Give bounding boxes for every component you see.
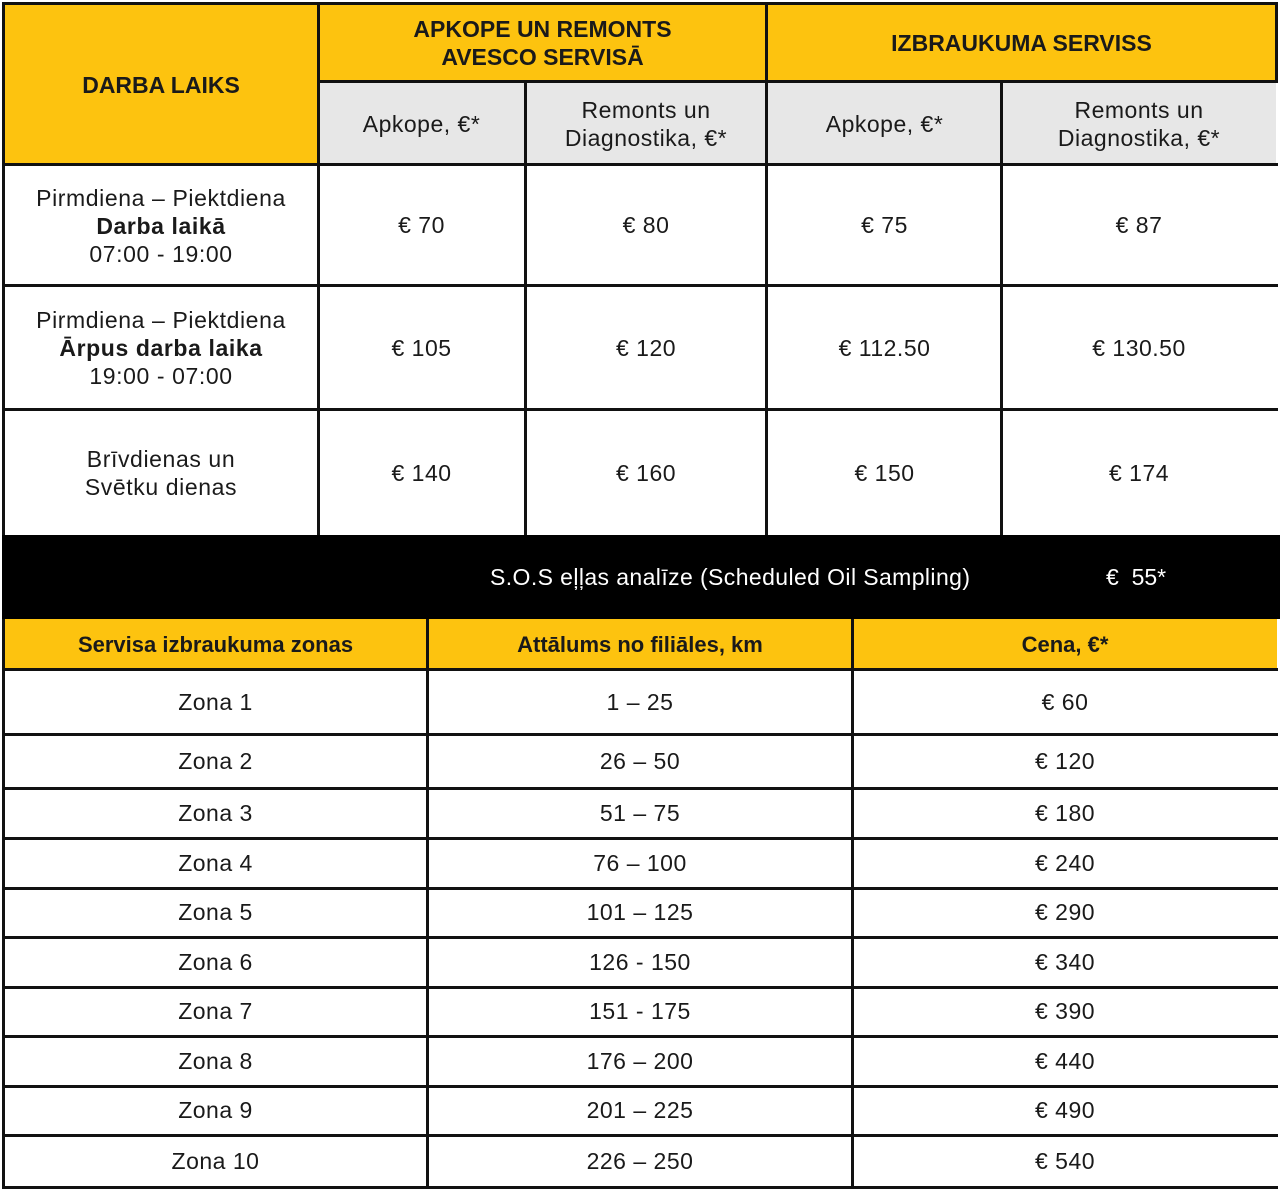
zone-distance-cell xyxy=(427,1136,853,1186)
grid-line xyxy=(2,2,1278,5)
field-service-header-text: IZBRAUKUMA SERVISS xyxy=(891,30,1152,56)
zone-price-cell xyxy=(853,671,1277,733)
zone-cell-text: 151 - 175 xyxy=(589,998,691,1024)
grid-line xyxy=(318,80,1278,83)
subheader-field-maintenance xyxy=(767,82,1002,165)
subheader-workshop-repair xyxy=(525,82,767,165)
zones-header-text: Attālums no filiāles, km xyxy=(517,631,763,657)
zone-price-cell xyxy=(853,1037,1277,1085)
row-label-holidays xyxy=(4,411,318,535)
row-label-line: Pirmdiena – Piektdiena xyxy=(36,184,286,211)
zone-cell-text: € 340 xyxy=(1034,948,1096,975)
row-label-line: 07:00 - 19:00 xyxy=(89,240,233,267)
price-value: € 112.50 xyxy=(838,334,931,361)
grid-line xyxy=(2,163,1278,166)
grid-line xyxy=(2,284,1278,287)
zone-cell-text: Zona 9 xyxy=(178,1097,253,1123)
zone-name-cell xyxy=(4,735,427,787)
zone-cell-text: Zona 5 xyxy=(178,899,253,925)
subheader-line: Remonts un xyxy=(1074,96,1204,123)
grid-line xyxy=(851,619,854,1188)
zone-price-cell xyxy=(853,839,1277,887)
price-cell xyxy=(1002,166,1276,285)
grid-line xyxy=(426,619,429,1188)
price-value: € 105 xyxy=(391,334,452,361)
price-value: € 80 xyxy=(622,212,670,238)
subheader-field-repair xyxy=(1002,82,1276,165)
zone-distance-cell xyxy=(427,1037,853,1085)
zones-header-distance xyxy=(427,619,853,670)
zone-price-cell xyxy=(853,988,1277,1035)
zone-price-cell xyxy=(853,889,1277,936)
zone-name-cell xyxy=(4,889,427,936)
zone-cell-text: 126 - 150 xyxy=(589,948,691,975)
row-label-line: Brīvdienas un xyxy=(86,446,236,472)
sos-price: € 55* xyxy=(1106,564,1167,590)
zone-name-cell xyxy=(4,839,427,887)
zone-cell-text: 101 – 125 xyxy=(586,899,694,925)
zone-cell-text: 26 – 50 xyxy=(599,747,681,774)
price-value: € 70 xyxy=(398,212,445,238)
subheader-line: Remonts un xyxy=(581,96,711,123)
price-value: € 75 xyxy=(861,212,908,238)
zone-cell-text: 201 – 225 xyxy=(586,1097,694,1123)
price-cell xyxy=(1002,287,1276,409)
zone-distance-cell xyxy=(427,988,853,1035)
price-value: € 174 xyxy=(1108,459,1170,486)
grid-line xyxy=(524,82,527,536)
zones-header-price xyxy=(853,619,1277,670)
zone-distance-cell xyxy=(427,889,853,936)
sos-label: S.O.S eļļas analīze (Scheduled Oil Sampling) xyxy=(490,564,971,590)
field-service-header xyxy=(767,4,1276,82)
price-cell xyxy=(318,166,525,285)
zone-cell-text: Zona 4 xyxy=(178,849,253,876)
zone-cell-text: 176 – 200 xyxy=(586,1047,694,1074)
zone-cell-text: Zona 8 xyxy=(178,1047,253,1074)
row-label-weekday-after-hours xyxy=(4,287,318,409)
grid-line xyxy=(1275,2,1278,82)
zone-cell-text: € 240 xyxy=(1034,849,1096,876)
darba-laiks-header xyxy=(4,4,318,165)
zone-cell-text: 51 – 75 xyxy=(599,799,681,826)
grid-line xyxy=(2,619,5,1188)
grid-line xyxy=(1000,82,1003,536)
zone-price-cell xyxy=(853,938,1277,986)
workshop-service-header xyxy=(318,4,767,82)
subheader-workshop-maintenance xyxy=(318,82,525,165)
sos-bar xyxy=(2,535,1280,619)
zone-price-cell xyxy=(853,735,1277,787)
row-label-bold: Ārpus darba laika xyxy=(59,335,263,361)
zone-cell-text: € 490 xyxy=(1034,1097,1096,1123)
subheader-line: Apkope, €* xyxy=(362,110,481,137)
zone-cell-text: 226 – 250 xyxy=(586,1147,694,1174)
zone-cell-text: Zona 7 xyxy=(178,998,253,1024)
zones-header-text: Cena, €* xyxy=(1021,631,1109,657)
price-cell xyxy=(767,287,1002,409)
price-cell xyxy=(525,287,767,409)
price-value: € 140 xyxy=(391,459,452,486)
price-cell xyxy=(767,411,1002,535)
price-value: € 130.50 xyxy=(1092,334,1186,361)
row-label-line: Svētku dienas xyxy=(84,474,238,500)
price-cell xyxy=(318,287,525,409)
zone-cell-text: € 180 xyxy=(1034,799,1096,826)
zone-name-cell xyxy=(4,789,427,837)
zone-price-cell xyxy=(853,1136,1277,1186)
price-cell xyxy=(767,166,1002,285)
zone-cell-text: Zona 3 xyxy=(178,799,253,826)
zone-name-cell xyxy=(4,1037,427,1085)
zone-name-cell xyxy=(4,1087,427,1134)
darba-laiks-header-text: DARBA LAIKS xyxy=(82,71,240,98)
workshop-service-header-line2: AVESCO SERVISĀ xyxy=(441,44,644,70)
zone-price-cell xyxy=(853,789,1277,837)
price-cell xyxy=(525,411,767,535)
zone-cell-text: € 120 xyxy=(1034,747,1096,774)
row-label-bold: Darba laikā xyxy=(96,212,226,239)
zone-price-cell xyxy=(853,1087,1277,1134)
zone-name-cell xyxy=(4,1136,427,1186)
zone-distance-cell xyxy=(427,839,853,887)
price-value: € 150 xyxy=(854,459,915,486)
zone-cell-text: € 60 xyxy=(1041,688,1089,715)
zone-distance-cell xyxy=(427,789,853,837)
zone-cell-text: € 540 xyxy=(1034,1147,1096,1174)
zones-header-text: Servisa izbraukuma zonas xyxy=(77,631,354,657)
zone-name-cell xyxy=(4,671,427,733)
zone-cell-text: 1 – 25 xyxy=(606,688,674,715)
zone-cell-text: 76 – 100 xyxy=(593,849,687,876)
price-value: € 87 xyxy=(1115,212,1163,238)
zone-cell-text: € 290 xyxy=(1034,899,1096,925)
price-cell xyxy=(1002,411,1276,535)
zone-cell-text: Zona 10 xyxy=(171,1147,260,1174)
zone-distance-cell xyxy=(427,1087,853,1134)
price-cell xyxy=(525,166,767,285)
zone-name-cell xyxy=(4,988,427,1035)
zone-distance-cell xyxy=(427,938,853,986)
zone-cell-text: Zona 6 xyxy=(178,948,253,975)
zone-cell-text: Zona 2 xyxy=(178,747,253,774)
grid-line xyxy=(2,2,5,536)
price-value: € 120 xyxy=(615,334,677,361)
zone-distance-cell xyxy=(427,671,853,733)
row-label-line: Pirmdiena – Piektdiena xyxy=(36,307,286,333)
grid-line xyxy=(2,408,1278,411)
zone-cell-text: € 440 xyxy=(1034,1047,1096,1074)
subheader-line: Diagnostika, €* xyxy=(564,124,728,151)
zone-distance-cell xyxy=(427,735,853,787)
zone-name-cell xyxy=(4,938,427,986)
row-label-weekday-working-hours xyxy=(4,166,318,285)
workshop-service-header-line1: APKOPE UN REMONTS xyxy=(413,16,672,42)
zone-cell-text: € 390 xyxy=(1034,998,1096,1024)
price-value: € 160 xyxy=(615,459,677,486)
row-label-line: 19:00 - 07:00 xyxy=(89,363,233,389)
subheader-line: Diagnostika, €* xyxy=(1057,124,1221,151)
subheader-line: Apkope, €* xyxy=(825,110,944,137)
zones-header-zone xyxy=(4,619,427,670)
price-cell xyxy=(318,411,525,535)
zone-cell-text: Zona 1 xyxy=(178,688,253,715)
